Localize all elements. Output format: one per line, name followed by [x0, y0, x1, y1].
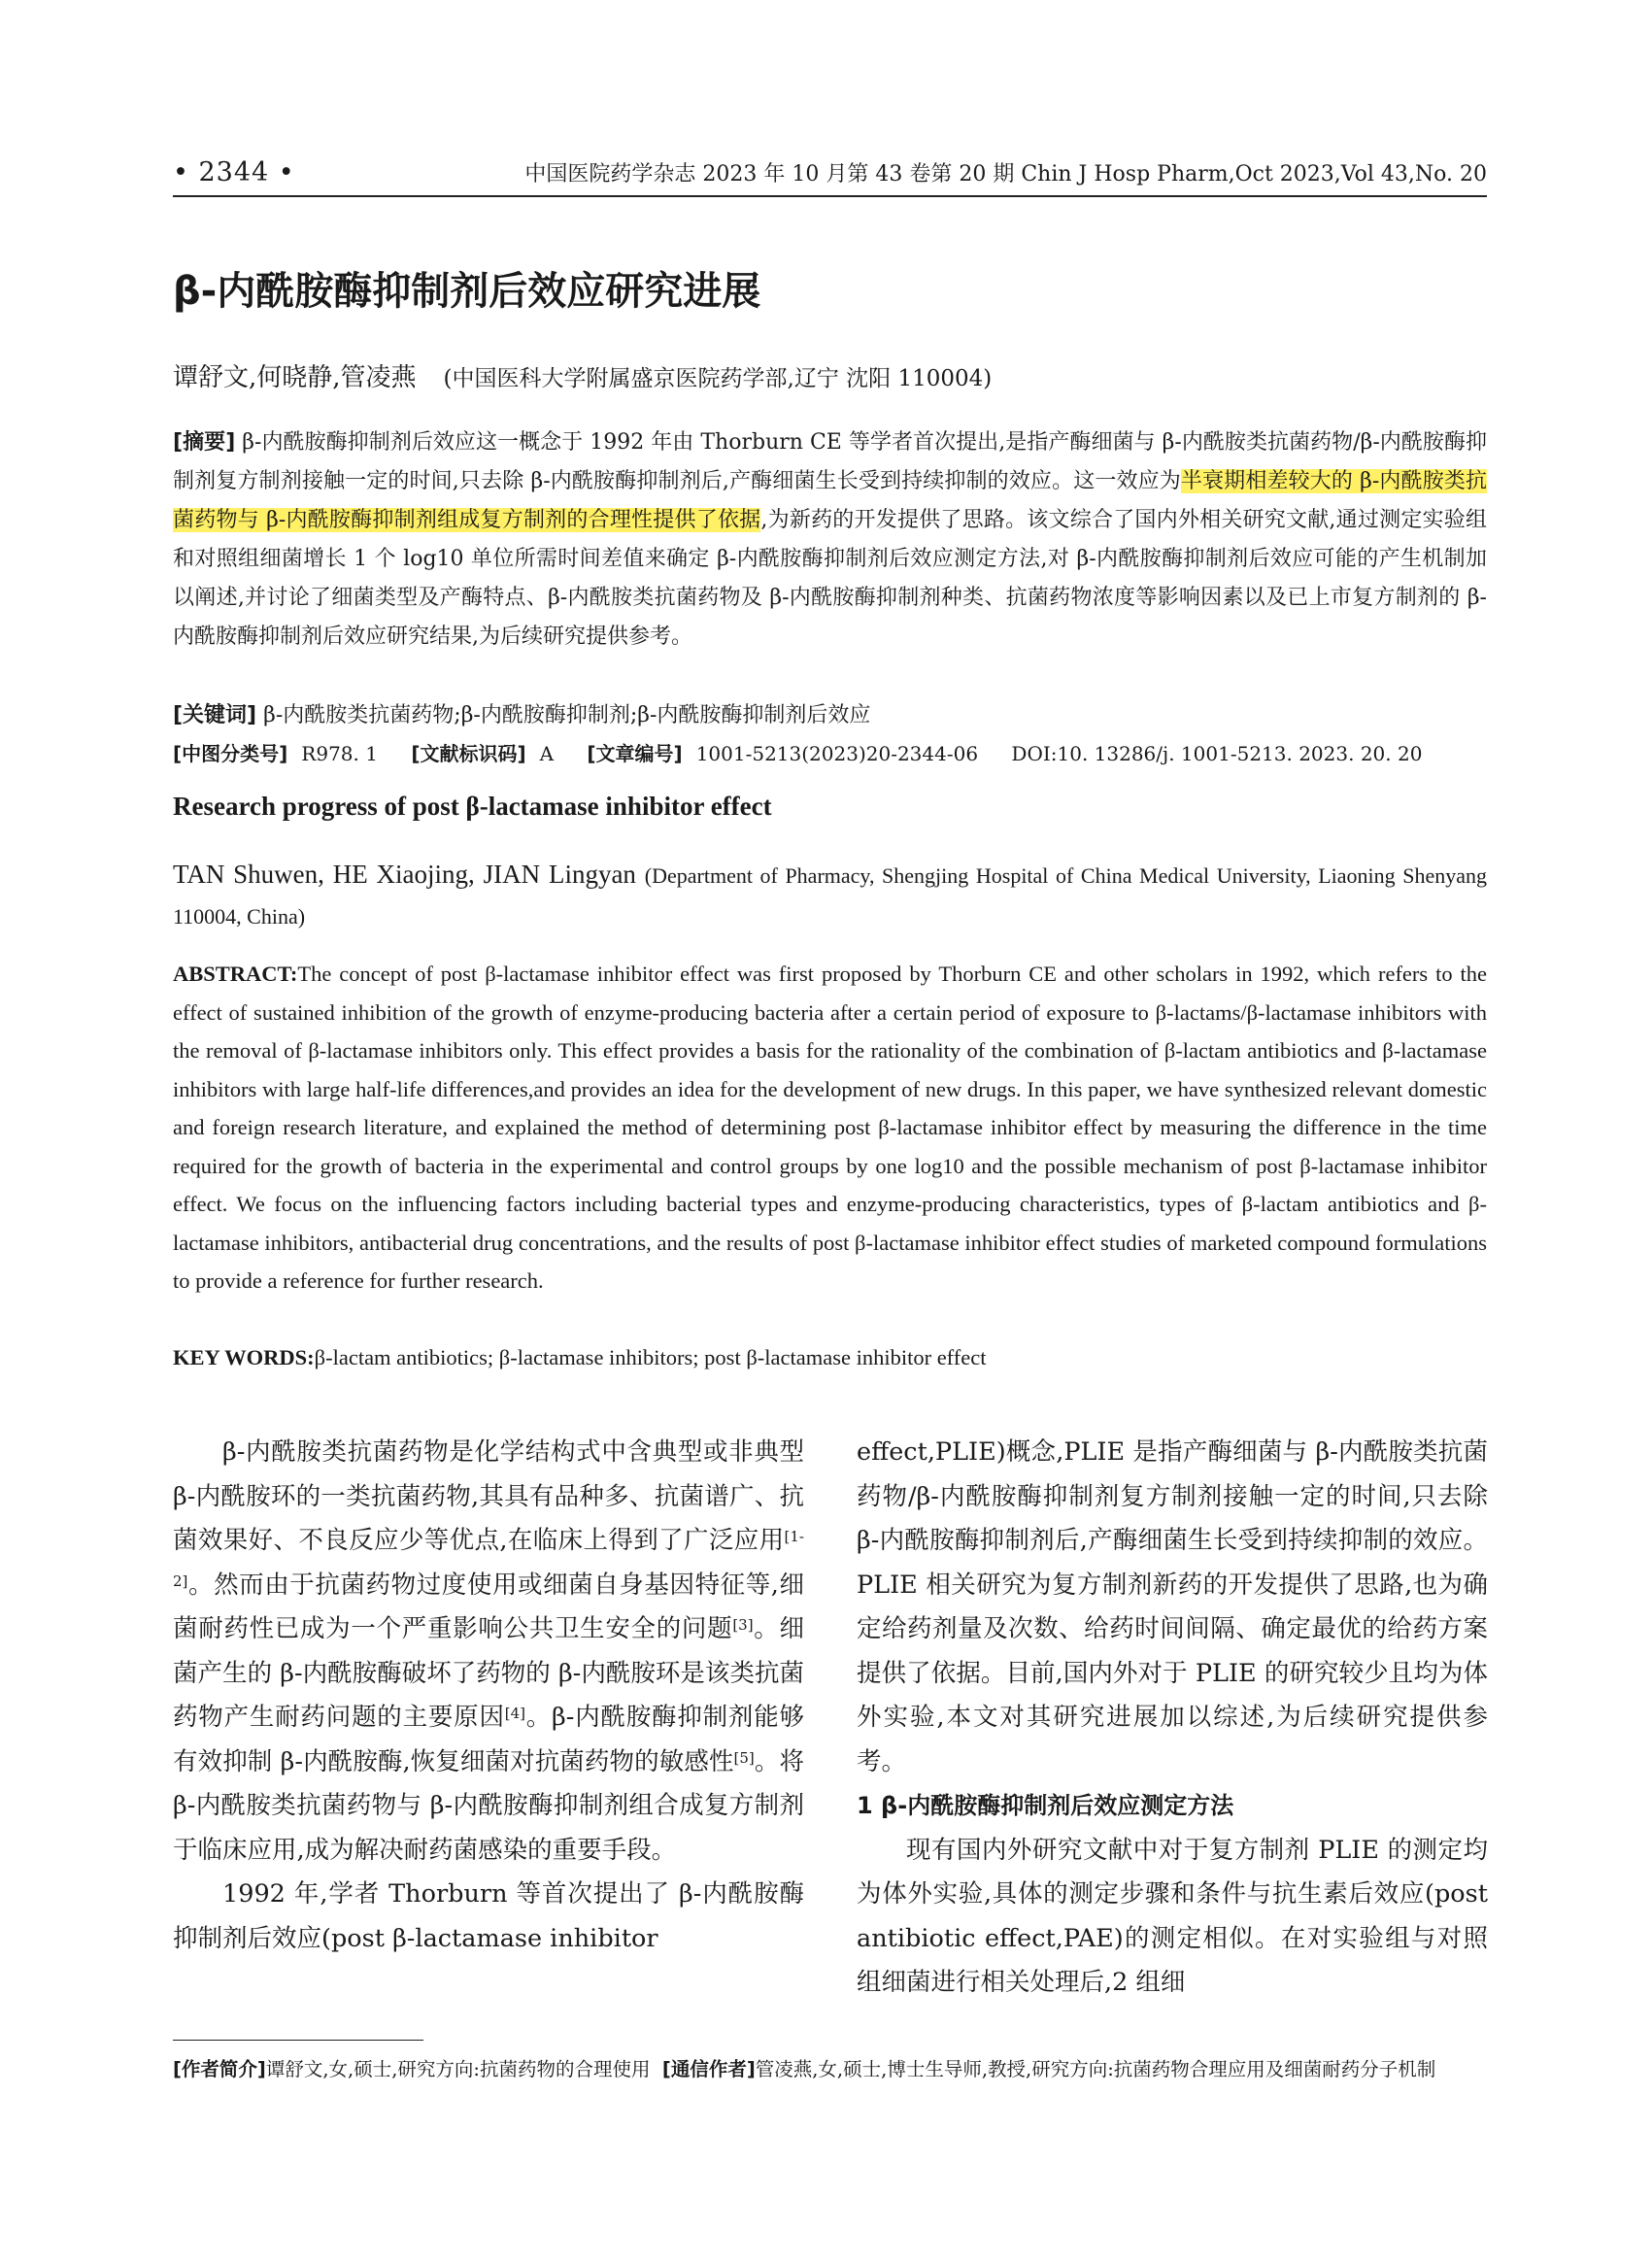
footnote — [173, 2053, 1487, 2086]
author-names-en: TAN Shuwen, HE Xiaojing, JIAN Lingyan — [173, 860, 636, 889]
author-names-cn: 谭舒文,何晓静,管凌燕 — [173, 363, 417, 392]
page-number: • 2344 • — [173, 157, 295, 187]
body-column-left — [173, 1431, 804, 1961]
body-paragraph: effect,PLIE)概念,PLIE 是指产酶细菌与 β-内酰胺类抗菌药物/β-内酰胺酶抑制剂复方制剂接触一定的时间,只去除 β-内酰胺酶抑制剂后,产酶细菌生长受到持续抑制的效应。PLIE 相关研究为复方制剂新药的开发提供了思路,也为确定给药剂量及次数、给药时间间隔、确定最优的给药方案提供了依据。目前,国内外对于 PLIE 的研究较少且均为体外实验,本文对其研究进展加以综述,为后续研究提供参考。 — [857, 1437, 1488, 1776]
abstract-text-cn: β-内酰胺酶抑制剂后效应这一概念于 1992 年由 Thorburn CE 等学者首次提出,是指产酶细菌与 β-内酰胺类抗菌药物/β-内酰胺酶抑制剂复方制剂接触一定的时间,只去除 β-内酰胺酶抑制剂后,产酶细菌生长受到持续抑制的效应。这一效应为 — [173, 430, 1487, 493]
citation: [1-2] — [173, 1528, 804, 1590]
running-head: 中国医院药学杂志 2023 年 10 月第 43 卷第 20 期 Chin J Hosp Pharm,Oct 2023,Vol 43,No. 20 — [524, 162, 1487, 186]
citation: [5] — [733, 1748, 755, 1767]
corresponding-author-label: [通信作者] — [661, 2058, 756, 2080]
corresponding-author-text: 管凌燕,女,硕士,博士生导师,教授,研究方向:抗菌药物合理应用及细菌耐药分子机制 — [755, 2058, 1436, 2080]
clc-value: R978. 1 — [301, 742, 378, 765]
classification-meta — [173, 738, 1487, 766]
keywords-cn — [173, 698, 1487, 728]
body-text: 。细菌产生的 β-内酰胺酶破坏了药物的 β-内酰胺环是该类抗菌药物产生耐药问题的主要原因 — [173, 1614, 804, 1732]
body-column-right — [857, 1431, 1488, 2006]
keywords-text-en: β-lactam antibiotics; β-lactamase inhibitors; post β-lactamase inhibitor effect — [314, 1345, 987, 1369]
article-title-cn: β-内酰胺酶抑制剂后效应研究进展 — [173, 269, 761, 314]
footnote-rule — [173, 2040, 423, 2041]
body-paragraph: 现有国内外研究文献中对于复方制剂 PLIE 的测定均为体外实验,具体的测定步骤和条件与抗生素后效应(post antibiotic effect,PAE)的测定相似。在对实验组与对照组细菌进行相关处理后,2 组细 — [857, 1835, 1488, 1997]
citation: [3] — [732, 1616, 754, 1634]
article-no-label: [文章编号] — [587, 742, 683, 765]
article-title-en: Research progress of post β-lactamase inhibitor effect — [173, 792, 772, 821]
abstract-label-en: ABSTRACT: — [173, 962, 298, 986]
body-text: β-内酰胺类抗菌药物是化学结构式中含典型或非典型 β-内酰胺环的一类抗菌药物,其具有品种多、抗菌谱广、抗菌效果好、不良反应少等优点,在临床上得到了广泛应用 — [173, 1437, 804, 1555]
abstract-cn — [173, 423, 1487, 657]
abstract-text-cn-cont: ,为新药的开发提供了思路。该文综合了国内外相关研究文献,通过测定实验组和对照组细菌增长 1 个 log10 单位所需时间差值来确定 β-内酰胺酶抑制剂后效应测定方法,对 β-内酰胺酶抑制剂后效应可能的产生机制加以阐述,并讨论了细菌类型及产酶特点、β-内酰胺类抗菌药物及 β-内酰胺酶抑制剂种类、抗菌药物浓度等影响因素以及已上市复方制剂的 β-内酰胺酶抑制剂后效应研究结果,为后续研究提供参考。 — [173, 508, 1487, 649]
abstract-label-cn: [摘要] — [173, 430, 236, 455]
authors-cn — [173, 357, 992, 393]
keywords-text-cn: β-内酰胺类抗菌药物;β-内酰胺酶抑制剂;β-内酰胺酶抑制剂后效应 — [263, 703, 871, 727]
affiliation-en: (Department of Pharmacy, Shengjing Hospital of China Medical University, Liaoning Shenyang 110004, China) — [173, 863, 1488, 929]
authors-en — [173, 855, 1487, 936]
highlighted-text: 半衰期相差较大的 β-内酰胺类抗菌药物与 β-内酰胺酶抑制剂组成复方制剂的合理性提供了依据 — [173, 469, 1487, 532]
affiliation-cn: (中国医科大学附属盛京医院药学部,辽宁 沈阳 110004) — [443, 366, 993, 391]
header-rule — [173, 195, 1487, 197]
section-heading: 1 β-内酰胺酶抑制剂后效应测定方法 — [857, 1792, 1234, 1819]
body-text: 。β-内酰胺酶抑制剂能够有效抑制 β-内酰胺酶,恢复细菌对抗菌药物的敏感性 — [173, 1703, 804, 1776]
doc-code-label: [文献标识码] — [411, 742, 526, 765]
keywords-label-cn: [关键词] — [173, 703, 257, 727]
keywords-en — [173, 1345, 1487, 1370]
author-bio-text: 谭舒文,女,硕士,研究方向:抗菌药物的合理使用 — [265, 2058, 651, 2080]
abstract-text-en: The concept of post β-lactamase inhibitor effect was first proposed by Thorburn CE and other scholars in 1992, which refers to the effect of sustained inhibition of the growth of enzyme-producing bacteria after a certain period of exposure to β-lactams/β-lactamase inhibitors with the removal of β-lactamase inhibitors only. This effect provides a basis for the rationality of the combination of β-lactam antibiotics and β-lactamase inhibitors with large half-life differences,and provides an idea for the development of new drugs. In this paper, we have synthesized relevant domestic and foreign research literature, and explained the method of determining post β-lactamase inhibitor effect by measuring the difference in the time required for the growth of bacteria in the experimental and control groups by one log10 and the possible mechanism of post β-lactamase inhibitor effect. We focus on the influencing factors including bacterial types and enzyme-producing characteristics, types of β-lactam antibiotics and β-lactamase inhibitors, antibacterial drug concentrations, and the results of post β-lactamase inhibitor effect studies of marketed compound formulations to provide a reference for further research. — [173, 962, 1487, 1293]
body-paragraph — [173, 1431, 804, 1873]
citation: [4] — [504, 1705, 525, 1722]
doi: DOI:10. 13286/j. 1001-5213. 2023. 20. 20 — [1011, 742, 1423, 765]
doc-code-value: A — [539, 742, 555, 765]
body-text: 。然而由于抗菌药物过度使用或细菌自身基因特征等,细菌耐药性已成为一个严重影响公共卫生安全的问题 — [173, 1570, 804, 1643]
article-no-value: 1001-5213(2023)20-2344-06 — [695, 742, 979, 765]
body-text: 。将 β-内酰胺类抗菌药物与 β-内酰胺酶抑制剂组合成复方制剂于临床应用,成为解决耐药菌感染的重要手段。 — [173, 1746, 804, 1865]
author-bio-label: [作者简介] — [173, 2058, 266, 2080]
clc-label: [中图分类号] — [173, 742, 288, 765]
abstract-en — [173, 955, 1487, 1301]
body-paragraph: 1992 年,学者 Thorburn 等首次提出了 β-内酰胺酶抑制剂后效应(post β-lactamase inhibitor — [173, 1879, 804, 1953]
keywords-label-en: KEY WORDS: — [173, 1345, 315, 1369]
